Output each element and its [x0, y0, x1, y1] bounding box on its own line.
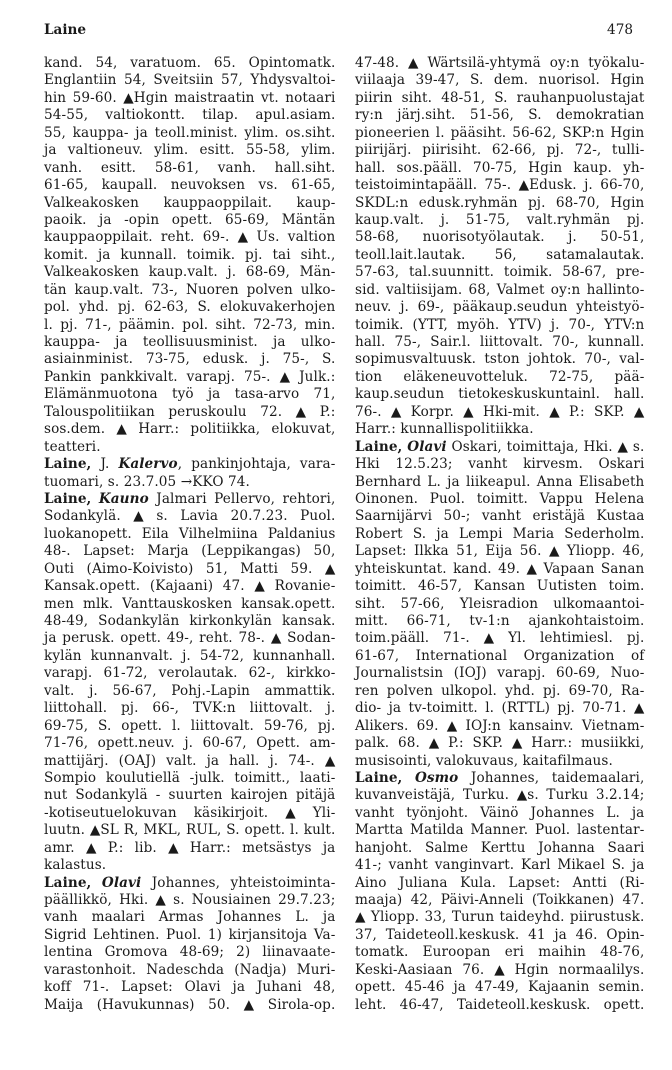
line-text: ja perusk. opett. 49-, reht. 78-. ▲ Sodan-: [44, 630, 336, 647]
text-line: [355, 369, 645, 386]
entry: [44, 456, 336, 491]
line-text: liittohall. pj. 66-, TVK:n liittovalt. j.: [44, 700, 336, 717]
line-text: pol. yhd. pj. 62-63, S. elokuvakerhojen: [44, 299, 336, 316]
text-line: [44, 892, 336, 909]
entry: [355, 770, 645, 1014]
text-line: [355, 351, 645, 368]
text-line: [355, 55, 645, 72]
line-text: [355, 439, 644, 456]
text-line: [355, 125, 645, 142]
text-line: [44, 72, 336, 89]
text-line: [355, 543, 645, 560]
text-line: [44, 282, 336, 299]
text-line: [355, 822, 645, 839]
entry-surname: Laine,: [44, 874, 92, 891]
text-line: [355, 735, 645, 752]
text-line: [44, 648, 336, 665]
line-text: toimitt. 46-57, Kansan Uutisten toim.: [355, 578, 645, 595]
line-text: 41-; vanht vanginvart. Karl Mikael S. ja: [355, 857, 645, 874]
line-text: kand. 54, varatuom. 65. Opintomatk.: [44, 55, 336, 71]
text-line: [44, 962, 336, 979]
entry: [355, 439, 645, 770]
line-text: mattijärj. (OAJ) valt. ja hall. j. 74-. ▲: [44, 752, 336, 769]
text-line: [44, 90, 336, 107]
line-text: vanh. esitt. 58-61, vanh. hall.siht.: [44, 159, 336, 176]
line-text: Valkeakosken kaup.valt. j. 68-69, Män-: [44, 264, 336, 281]
text-line: [44, 665, 336, 682]
text-line: [44, 125, 336, 142]
text-line: [355, 718, 645, 735]
text-line: [44, 578, 336, 595]
text-line: [355, 212, 645, 229]
text-line: [44, 561, 336, 578]
entry-surname: Laine,: [355, 438, 403, 455]
line-text: Talouspolitiikan peruskoulu 72. ▲ P.:: [44, 403, 336, 420]
line-text: lentina Gromova 48-69; 2) liinavaate-: [44, 944, 336, 961]
entry-head-text: , pankinjohtaja, vara-: [177, 456, 336, 473]
line-text: 48-. Lapset: Marja (Leppikangas) 50,: [44, 543, 336, 560]
text-line: [355, 997, 645, 1014]
text-line: [355, 875, 645, 892]
line-text: SKDL:n edusk.ryhmän pj. 68-70, Hgin: [355, 194, 645, 211]
text-line: [44, 299, 336, 316]
text-line: [355, 840, 645, 857]
text-line: [355, 177, 645, 194]
text-line: [44, 927, 336, 944]
line-text: toimik. (YTT, myöh. YTV) j. 70-, YTV:n: [355, 316, 645, 333]
text-line: [355, 317, 645, 334]
line-text: sopimusvaltuusk. tston johtok. 70-, val-: [355, 351, 645, 368]
entry-head-text: Jalmari Pellervo, rehtori,: [148, 490, 336, 507]
line-text: 54-55, valtiokontt. tilap. apul.asiam.: [44, 107, 336, 124]
text-line: [44, 944, 336, 961]
entry-continuation: [355, 55, 645, 439]
line-text: komit. ja kunnall. toimik. pj. tai siht.,: [44, 246, 336, 263]
line-text: kauppa- ja teollisuusminist. ja ulko-: [44, 334, 336, 350]
text-line: [355, 596, 645, 613]
text-line: [44, 753, 336, 770]
text-line: [44, 805, 336, 822]
line-text: men mlk. Vanttauskosken kansak.opett.: [44, 595, 336, 612]
text-line: [355, 264, 645, 281]
text-line: [355, 90, 645, 107]
entry-continuation: [44, 55, 336, 456]
text-line: [44, 142, 336, 159]
text-line: [355, 439, 645, 456]
entry-given-name: Osmo: [414, 769, 459, 786]
line-text: siht. 57-66, Yleisradion ulkomaantoi-: [355, 595, 645, 612]
line-text: tän kaup.valt. 73-, Nuoren polven ulko-: [44, 281, 336, 298]
text-line: [44, 822, 336, 839]
text-line: [355, 195, 645, 212]
line-text: vanh maalari Armas Johannes L. ja: [44, 909, 336, 926]
text-line: [44, 596, 336, 613]
line-text: Journalistsin (IOJ) varapj. 60-69, Nuo-: [355, 665, 645, 682]
text-line: [44, 526, 336, 543]
line-text: hall. 75-, Sair.l. liittovalt. 70-, kunnall.: [355, 334, 645, 350]
text-line: [44, 456, 336, 473]
line-text: kylän kunnanvalt. j. 54-72, kunnanhall.: [44, 647, 336, 664]
line-text: l. pj. 71-, päämin. pol. siht. 72-73, min.: [44, 316, 336, 333]
text-line: [44, 840, 336, 857]
entry-head-text: Johannes, taidemaalari,: [458, 769, 645, 786]
text-line: [355, 299, 645, 316]
text-line: [44, 735, 336, 752]
entry-initials: J.: [100, 456, 110, 473]
text-line: [44, 351, 336, 368]
text-column-right: [355, 55, 645, 1014]
line-text: Alikers. 69. ▲ IOJ:n kansainv. Vietnam-: [355, 717, 645, 734]
line-text: 55, kauppa- ja teoll.minist. ylim. os.siht.: [44, 124, 336, 141]
text-line: [355, 229, 645, 246]
line-text: paoik. ja -opin opett. 65-69, Mäntän: [44, 211, 336, 228]
line-text: Elämänmuotona työ ja tasa-arvo 71,: [44, 386, 336, 403]
text-line: [355, 421, 645, 438]
line-text: Martta Matilda Manner. Puol. lastentar-: [355, 822, 645, 839]
line-text: Hki 12.5.23; vanht kirvesm. Oskari: [355, 456, 645, 473]
line-text: yhteiskuntat. kand. 49. ▲ Vapaan Sanan: [355, 560, 645, 577]
line-text: 48-49, Sodankylän kirkonkylän kansak.: [44, 613, 336, 629]
page-header: [44, 20, 633, 40]
text-line: [355, 334, 645, 351]
line-text: 57-63, tal.suunnitt. toimik. 58-67, pre-: [355, 264, 645, 281]
line-text: maaja) 42, Päivi-Anneli (Toikkanen) 47.: [355, 892, 645, 908]
text-line: [355, 700, 645, 717]
text-line: [355, 247, 645, 264]
text-line: [355, 160, 645, 177]
line-text: piirin siht. 48-51, S. rauhanpuolustajat: [355, 89, 645, 106]
line-text: Valkeakosken kauppaoppilait. kaup-: [44, 194, 336, 211]
text-line: [44, 334, 336, 351]
line-text: koff 71-. Lapset: Olavi ja Juhani 48,: [44, 979, 336, 996]
line-text: mitt. 66-71, tv-1:n ajankohtaistoim.: [355, 613, 645, 629]
line-text: opett. 45-46 ja 47-49, Kajaanin semin.: [355, 979, 645, 996]
line-text: luokanopett. Eila Vilhelmiina Paldanius: [44, 525, 336, 542]
text-line: [355, 962, 645, 979]
text-line: [355, 857, 645, 874]
line-text: dio- ja tv-toimitt. l. (RTTL) pj. 70-71. ▲: [355, 700, 645, 717]
line-text: Robert S. ja Lempi Maria Sederholm.: [355, 525, 645, 542]
text-line: [355, 282, 645, 299]
text-line: [44, 770, 336, 787]
line-text: amr. ▲ P.: lib. ▲ Harr.: metsästys ja: [44, 839, 336, 856]
text-line: [355, 386, 645, 403]
line-text: kauppaoppilait. reht. 69-. ▲ Us. valtion: [44, 229, 336, 246]
text-line: [44, 700, 336, 717]
text-line: [355, 805, 645, 822]
line-text: ja valtioneuv. ylim. esitt. 55-58, ylim.: [44, 142, 336, 159]
text-line: [355, 892, 645, 909]
text-line: [44, 55, 336, 72]
line-text: kaup.seudun tietokeskuskuntainl. hall.: [355, 386, 645, 403]
text-line: [44, 107, 336, 124]
line-text: 69-75, S. opett. l. liittovalt. 59-76, pj.: [44, 717, 336, 734]
line-text: sos.dem. ▲ Harr.: politiikka, elokuvat,: [44, 421, 336, 438]
text-line: [355, 630, 645, 647]
text-line: [44, 613, 336, 630]
entry-given-name: Olavi: [101, 874, 142, 891]
entry-given-name: Olavi: [407, 438, 447, 455]
line-text: toim.pääll. 71-. ▲ Yl. lehtimiesl. pj.: [355, 630, 645, 647]
entry-head-text: Oskari, toimittaja, Hki. ▲ s.: [446, 438, 645, 455]
entry-head-text: Johannes, yhteistoiminta-: [141, 874, 336, 891]
page-number: 478: [607, 22, 633, 38]
line-text: varastonhoit. Nadeschda (Nadja) Muri-: [44, 961, 336, 978]
line-text: musisointi, valokuvaus, kaitafilmaus.: [355, 752, 613, 769]
line-text: [44, 456, 335, 473]
line-text: ▲ Yliopp. 33, Turun taideyhd. piirustusk.: [355, 909, 645, 926]
line-text: pioneerien l. pääsiht. 56-62, SKP:n Hgin: [355, 124, 645, 141]
line-text: 71-76, opett.neuv. j. 60-67, Opett. am-: [44, 735, 336, 752]
text-line: [355, 927, 645, 944]
line-text: ren polven ulkopol. yhd. pj. 69-70, Ra-: [355, 682, 645, 699]
line-text: 47-48. ▲ Wärtsilä-yhtymä oy:n työkalu-: [355, 55, 645, 71]
line-text: Sigrid Lehtinen. Puol. 1) kirjansitoja Va-: [44, 926, 336, 943]
text-column-left: [44, 55, 336, 1014]
line-text: Harr.: kunnallispolitiikka.: [355, 421, 534, 438]
line-text: ry:n järj.siht. 51-56, S. demokratian: [355, 107, 645, 124]
line-text: 61-65, kaupall. neuvoksen vs. 61-65,: [44, 177, 336, 194]
line-text: hin 59-60. ▲Hgin maistraatin vt. notaari: [44, 89, 336, 106]
line-text: asiainminist. 73-75, edusk. j. 75-, S.: [44, 351, 336, 368]
text-line: [355, 683, 645, 700]
line-text: kalastus.: [44, 857, 107, 874]
text-line: [44, 247, 336, 264]
line-text: valt. j. 56-67, Pohj.-Lapin ammattik.: [44, 682, 336, 699]
line-text: [355, 770, 644, 787]
line-text: leht. 46-47, Taideteoll.keskusk. opett.: [355, 996, 645, 1013]
text-line: [355, 561, 645, 578]
text-line: [44, 979, 336, 996]
entry: [44, 491, 336, 875]
text-line: [44, 177, 336, 194]
entry-surname: Laine,: [44, 456, 92, 473]
line-text: teistoimintapääll. 75-. ▲Edusk. j. 66-70,: [355, 177, 645, 194]
line-text: 76-. ▲ Korpr. ▲ Hki-mit. ▲ P.: SKP. ▲: [355, 403, 645, 420]
text-line: [355, 107, 645, 124]
text-line: [355, 142, 645, 159]
text-line: [355, 72, 645, 89]
line-text: teatteri.: [44, 438, 101, 455]
text-line: [44, 630, 336, 647]
text-line: [44, 474, 336, 491]
line-text: varapj. 61-72, verolautak. 62-, kirkko-: [44, 665, 336, 682]
text-line: [355, 753, 645, 770]
text-line: [355, 526, 645, 543]
line-text: -kotiseutuelokuvan käsikirjoit. ▲ Yli-: [44, 804, 336, 821]
line-text: Pankin pankkivalt. varapj. 75-. ▲ Julk.:: [44, 368, 336, 385]
text-line: [44, 195, 336, 212]
text-line: [355, 665, 645, 682]
line-text: Sodankylä. ▲ s. Lavia 20.7.23. Puol.: [44, 508, 336, 525]
text-line: [44, 491, 336, 508]
entry-given-name: Kalervo: [118, 456, 178, 473]
text-line: [44, 229, 336, 246]
text-line: [355, 979, 645, 996]
text-line: [355, 648, 645, 665]
text-line: [355, 770, 645, 787]
text-line: [355, 787, 645, 804]
text-line: [44, 160, 336, 177]
text-line: [44, 421, 336, 438]
line-text: kuvanveistäjä, Turku. ▲s. Turku 3.2.14;: [355, 787, 645, 804]
text-line: [44, 369, 336, 386]
line-text: Englantiin 54, Sveitsiin 57, Yhdysvaltoi-: [44, 72, 336, 89]
entry-given-name: Kauno: [98, 490, 149, 507]
text-line: [44, 508, 336, 525]
text-line: [355, 508, 645, 525]
line-text: Bernhard L. ja liikeapul. Anna Elisabeth: [355, 473, 645, 490]
line-text: Keski-Aasiaan 76. ▲ Hgin normaalilys.: [355, 961, 645, 978]
line-text: Outi (Aimo-Koivisto) 51, Matti 59. ▲: [44, 560, 336, 577]
text-line: [44, 875, 336, 892]
line-text: Sompio koulutiellä -julk. toimitt., laati-: [44, 769, 336, 786]
text-line: [44, 264, 336, 281]
line-text: tuomari, s. 23.7.05 →KKO 74.: [44, 473, 250, 490]
line-text: Kansak.opett. (Kajaani) 47. ▲ Rovanie-: [44, 578, 336, 595]
line-text: Maija (Havukunnas) 50. ▲ Sirola-op.: [44, 996, 336, 1013]
line-text: piirijärj. piirisiht. 62-66, pj. 72-, tulli-: [355, 142, 645, 159]
line-text: [44, 875, 335, 892]
text-line: [355, 944, 645, 961]
line-text: vanht työnjoht. Väinö Johannes L. ja: [355, 804, 645, 821]
line-text: Lapset: Ilkka 51, Eija 56. ▲ Yliopp. 46,: [355, 543, 645, 560]
line-text: Oinonen. Puol. toimitt. Vappu Helena: [355, 490, 645, 507]
line-text: neuv. j. 69-, pääkaup.seudun yhteistyö-: [355, 299, 645, 316]
line-text: 37, Taideteoll.keskusk. 41 ja 46. Opin-: [355, 926, 645, 943]
text-line: [44, 439, 336, 456]
line-text: [44, 491, 335, 508]
line-text: 58-68, nuorisotyölautak. j. 50-51,: [355, 229, 645, 246]
line-text: Saarnijärvi 50-; vanht eristäjä Kustaa: [355, 508, 645, 525]
line-text: tomatk. Euroopan eri maihin 48-76,: [355, 944, 645, 961]
text-line: [355, 613, 645, 630]
text-line: [44, 997, 336, 1014]
entry-surname: Laine,: [355, 769, 403, 786]
line-text: Aino Juliana Kula. Lapset: Antti (Ri-: [355, 874, 645, 891]
text-line: [44, 212, 336, 229]
line-text: hall. sos.pääll. 70-75, Hgin kaup. yh-: [355, 159, 645, 176]
entry-surname: Laine,: [44, 490, 92, 507]
line-text: viilaaja 39-47, S. dem. nuorisol. Hgin: [355, 72, 645, 89]
text-line: [44, 718, 336, 735]
text-line: [355, 474, 645, 491]
text-line: [355, 909, 645, 926]
text-line: [44, 404, 336, 421]
text-line: [44, 543, 336, 560]
line-text: hanjoht. Salme Kerttu Johanna Saari: [355, 839, 645, 856]
text-line: [355, 578, 645, 595]
text-line: [44, 317, 336, 334]
line-text: palk. 68. ▲ P.: SKP. ▲ Harr.: musiikki,: [355, 735, 645, 752]
line-text: teoll.lait.lautak. 56, satamalautak.: [355, 246, 645, 263]
line-text: nut Sodankylä - suurten kairojen pitäjä: [44, 787, 336, 804]
line-text: 61-67, International Organization of: [355, 647, 645, 664]
text-line: [44, 857, 336, 874]
text-line: [44, 909, 336, 926]
line-text: päällikkö, Hki. ▲ s. Nousiainen 29.7.23;: [44, 892, 336, 908]
text-line: [44, 683, 336, 700]
running-head: Laine: [44, 22, 87, 38]
text-line: [355, 404, 645, 421]
text-line: [355, 456, 645, 473]
text-line: [44, 386, 336, 403]
line-text: sid. valtiisijam. 68, Valmet oy:n hallinto-: [355, 281, 645, 298]
line-text: kaup.valt. j. 51-75, valt.ryhmän pj.: [355, 211, 645, 228]
line-text: luutn. ▲SL R, MKL, RUL, S. opett. l. kult.: [44, 822, 336, 839]
line-text: tion eläkeneuvotteluk. 72-75, pää-: [355, 368, 645, 385]
text-line: [355, 491, 645, 508]
entry: [44, 875, 336, 1015]
text-line: [44, 787, 336, 804]
